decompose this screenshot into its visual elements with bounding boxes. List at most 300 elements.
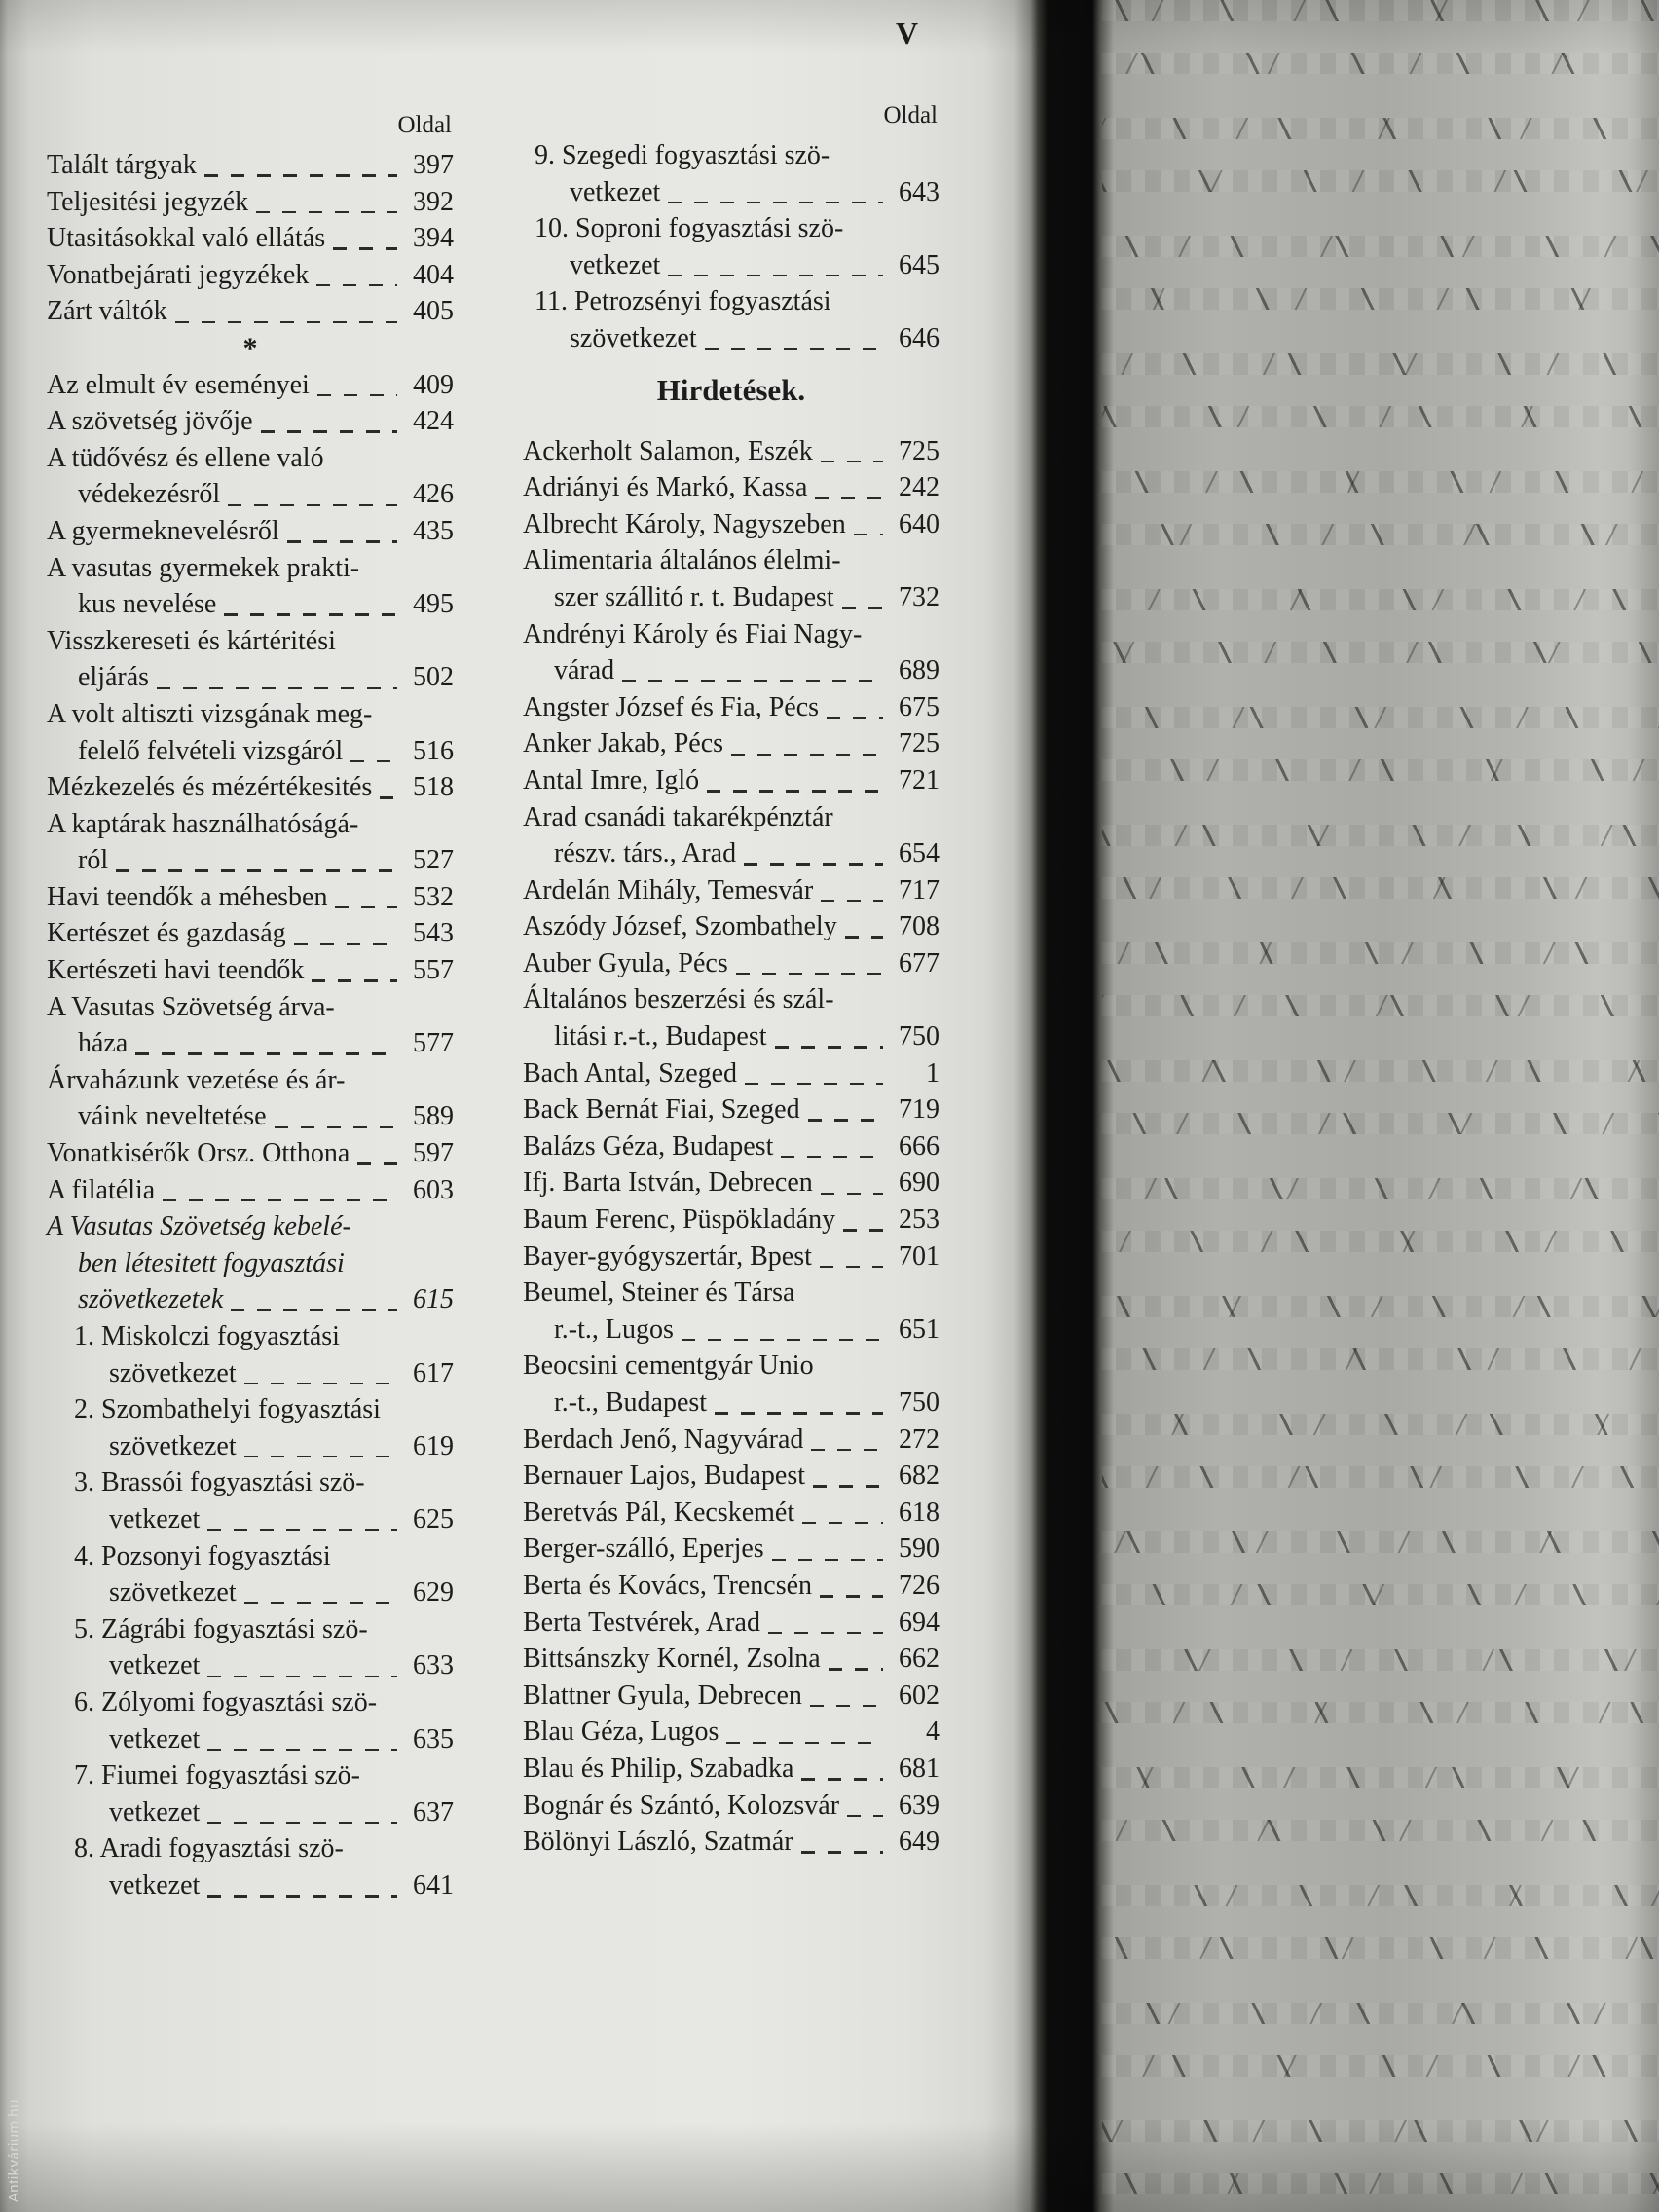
dash-leader [802, 1501, 883, 1531]
entry-text: Balázs Géza, Budapest [523, 1130, 774, 1161]
dash-leader [244, 1361, 397, 1391]
left-column-entries [47, 147, 454, 1904]
entry-page-number: 725 [899, 435, 940, 466]
entry-text: Általános beszerzési és szál- [523, 984, 834, 1015]
entry-page-number: 719 [899, 1094, 940, 1125]
entry-line [74, 1647, 454, 1684]
toc-entry [47, 806, 454, 879]
toc-entry [47, 367, 454, 404]
dash-leader [622, 659, 883, 689]
dash-leader [163, 1178, 397, 1208]
entry-page-number: 750 [899, 1387, 940, 1418]
entry-line [47, 513, 454, 550]
dash-leader [287, 520, 397, 550]
entry-line [47, 696, 454, 733]
entry-page-number: 619 [413, 1430, 454, 1461]
entry-page-number: 397 [413, 150, 454, 180]
toc-entry [523, 762, 940, 799]
entry-page-number: 666 [899, 1130, 940, 1161]
entry-line [523, 542, 940, 579]
entry-page-number: 651 [899, 1313, 940, 1345]
entry-line [523, 652, 940, 689]
toc-entry [523, 1494, 940, 1531]
entry-text: ról [78, 845, 109, 876]
section-separator-asterisk: * [242, 331, 258, 364]
entry-page-number: 649 [899, 1826, 940, 1858]
entry-line [523, 469, 940, 506]
entry-line [523, 1128, 940, 1165]
dash-leader [312, 959, 397, 989]
dash-leader [744, 842, 883, 872]
toc-entry [47, 1172, 454, 1209]
entry-text: A volt altiszti vizsgának meg- [47, 698, 373, 729]
dash-leader [775, 1025, 883, 1055]
entry-text: Angster József és Fia, Pécs [523, 691, 820, 722]
dash-leader [682, 1318, 883, 1348]
entry-text: 6. Zólyomi fogyasztási szö- [74, 1686, 378, 1717]
entry-page-number: 635 [413, 1723, 454, 1754]
entry-line [523, 1164, 940, 1201]
dash-leader [736, 952, 883, 982]
entry-line [47, 915, 454, 952]
entry-page-number: 643 [899, 176, 940, 207]
entry-page-number: 253 [899, 1204, 940, 1235]
entry-text: Back Bernát Fiai, Szeged [523, 1094, 800, 1125]
entry-line [74, 1464, 454, 1501]
column-header-oldal-right: Oldal [883, 102, 938, 129]
entry-text: Teljesitési jegyzék [47, 186, 249, 217]
toc-entry [47, 696, 454, 769]
entry-text: várad [554, 655, 615, 686]
toc-entry [523, 799, 940, 872]
entry-text: Az elmult év eseményei [47, 369, 310, 400]
dash-leader [244, 1435, 397, 1465]
entry-line [523, 1641, 940, 1677]
entry-line [523, 1530, 940, 1567]
entry-page-number: 518 [413, 772, 454, 803]
entry-line [523, 1677, 940, 1714]
toc-entry [523, 945, 940, 982]
entry-line [535, 283, 940, 320]
entry-text: Zárt váltók [47, 296, 167, 327]
dash-leader [350, 739, 397, 769]
entry-page-number: 646 [899, 322, 940, 353]
entry-line [74, 1428, 454, 1465]
entry-page-number: 615 [413, 1284, 454, 1315]
toc-right-column [523, 99, 940, 1861]
entry-text: eljárás [78, 662, 150, 693]
entry-page-number: 701 [899, 1240, 940, 1272]
entry-text: Blau és Philip, Szabadka [523, 1752, 794, 1784]
entry-page-number: 689 [899, 655, 940, 686]
dash-leader [207, 1508, 397, 1538]
entry-line [47, 623, 454, 660]
dash-leader [705, 327, 883, 357]
entry-page-number: 694 [899, 1606, 940, 1638]
entry-page-number: 532 [413, 881, 454, 912]
entry-page-number: 617 [413, 1357, 454, 1388]
entry-line [523, 799, 940, 836]
toc-entry [47, 1135, 454, 1172]
entry-text: Bognár és Szántó, Kolozsvár [523, 1789, 840, 1821]
dash-leader [668, 254, 883, 284]
entry-page-number: 394 [413, 223, 454, 254]
entry-text: Beumel, Steiner és Társa [523, 1277, 795, 1309]
entry-text: Bernauer Lajos, Budapest [523, 1460, 806, 1492]
dash-leader [316, 264, 397, 294]
toc-entry [523, 137, 940, 210]
entry-page-number: 682 [899, 1460, 940, 1492]
entry-text: 1. Miskolczi fogyasztási [74, 1321, 340, 1351]
entry-text: felelő felvételi vizsgáról [78, 735, 344, 766]
entry-text: vetkezet [570, 176, 661, 207]
entry-text: 5. Zágrábi fogyasztási szö- [74, 1613, 368, 1644]
dash-leader [157, 666, 397, 696]
entry-text: Albrecht Károly, Nagyszeben [523, 508, 846, 539]
toc-entry [523, 725, 940, 762]
toc-entry [523, 616, 940, 689]
toc-entry [523, 1567, 940, 1604]
entry-line [47, 879, 454, 916]
dash-leader [829, 1647, 883, 1677]
entry-line [74, 1684, 454, 1721]
toc-entry [523, 1421, 940, 1458]
dash-leader [820, 1244, 883, 1274]
entry-line [535, 320, 940, 357]
toc-entry [523, 1164, 940, 1201]
entry-line [523, 1751, 940, 1788]
entry-text: r.-t., Lugos [554, 1313, 674, 1345]
toc-entry [47, 1538, 454, 1611]
entry-page-number: 640 [899, 508, 940, 539]
entry-text: 8. Aradi fogyasztási szö- [74, 1833, 344, 1864]
entry-page-number: 409 [413, 369, 454, 400]
toc-entry [523, 210, 940, 283]
entry-text: szer szállitó r. t. Budapest [554, 581, 834, 612]
toc-entry [47, 1611, 454, 1684]
entry-line [47, 184, 454, 221]
entry-line [523, 616, 940, 653]
entry-page-number: 725 [899, 728, 940, 759]
entry-page-number: 717 [899, 874, 940, 905]
dash-leader [726, 1720, 883, 1751]
toc-entry [523, 1677, 940, 1714]
toc-entry [47, 915, 454, 952]
entry-page-number: 721 [899, 764, 940, 795]
toc-entry [47, 879, 454, 916]
entry-text: 2. Szombathelyi fogyasztási [74, 1394, 381, 1425]
toc-entry [523, 542, 940, 615]
entry-text: Bayer-gyógyszertár, Bpest [523, 1240, 812, 1272]
dash-leader [380, 776, 397, 806]
toc-entry [47, 440, 454, 513]
toc-entry [523, 469, 940, 506]
dash-leader [116, 849, 397, 879]
entry-line [47, 1172, 454, 1209]
entry-text: Berta és Kovács, Trencsén [523, 1569, 813, 1601]
toc-entry [47, 257, 454, 294]
entry-page-number: 516 [413, 735, 454, 766]
entry-line [523, 1347, 940, 1384]
entry-line [523, 1201, 940, 1238]
entry-line [523, 908, 940, 945]
dash-leader [820, 1574, 883, 1604]
entry-page-number: 577 [413, 1028, 454, 1059]
dash-leader [745, 1061, 883, 1091]
toc-entry [523, 506, 940, 543]
entry-text: Beocsini cementgyár Unio [523, 1350, 814, 1382]
entry-line [47, 367, 454, 404]
entry-line [47, 586, 454, 623]
entry-page-number: 690 [899, 1167, 940, 1198]
entry-text: Bach Antal, Szeged [523, 1057, 738, 1088]
entry-text: Blattner Gyula, Debrecen [523, 1679, 802, 1711]
entry-line [523, 872, 940, 909]
entry-text: Aszódy József, Szombathely [523, 911, 837, 942]
dash-leader [731, 732, 883, 762]
entry-text: ben létesitett fogyasztási [78, 1247, 345, 1278]
entry-text: 3. Brassói fogyasztási szö- [74, 1467, 365, 1498]
toc-entry [523, 1788, 940, 1825]
entry-text: vetkezet [570, 249, 661, 280]
entry-line [74, 1538, 454, 1575]
entry-line [47, 659, 454, 696]
entry-text: Kertészeti havi teendők [47, 955, 305, 986]
entry-line [74, 1574, 454, 1611]
entry-text: A Vasutas Szövetség kebelé- [47, 1211, 351, 1242]
entry-text: Havi teendők a méhesben [47, 881, 328, 912]
page-number-roman: V [896, 16, 920, 51]
entry-line [535, 174, 940, 211]
dash-leader [854, 513, 883, 543]
entry-page-number: 645 [899, 249, 940, 280]
toc-entry [47, 1830, 454, 1903]
entry-line [47, 989, 454, 1026]
entry-text: Ifj. Barta István, Debrecen [523, 1167, 813, 1198]
dash-leader [275, 1105, 397, 1135]
entry-page-number: 405 [413, 296, 454, 327]
entry-text: Bittsánszky Kornél, Zsolna [523, 1643, 821, 1675]
entry-text: vetkezet [109, 1503, 201, 1534]
entry-text: 4. Pozsonyi fogyasztási [74, 1540, 331, 1571]
toc-entry [47, 952, 454, 989]
entry-text: A gyermeknevelésről [47, 515, 279, 546]
entry-line [523, 1604, 940, 1641]
entry-page-number: 639 [899, 1789, 940, 1821]
entry-page-number: 708 [899, 911, 940, 942]
entry-text: 7. Fiumei fogyasztási szö- [74, 1760, 360, 1791]
entry-text: A filatélia [47, 1174, 156, 1205]
dash-leader [801, 1757, 883, 1788]
entry-line [523, 1421, 940, 1458]
entry-page-number: 502 [413, 662, 454, 693]
entry-page-number: 1 [926, 1057, 940, 1088]
toc-entry [47, 513, 454, 550]
entry-text: váink neveltetése [78, 1101, 267, 1132]
toc-entry [47, 1464, 454, 1537]
entry-line [47, 403, 454, 440]
entry-page-number: 602 [899, 1679, 940, 1711]
entry-text: Ardelán Mihály, Temesvár [523, 874, 814, 905]
entry-line [523, 835, 940, 872]
book-fore-edge-texture [1102, 0, 1659, 2212]
entry-line [523, 1274, 940, 1311]
entry-line [47, 147, 454, 184]
entry-line [535, 247, 940, 284]
entry-page-number: 557 [413, 955, 454, 986]
entry-line [47, 476, 454, 513]
dash-leader [294, 922, 397, 952]
entry-page-number: 662 [899, 1643, 940, 1675]
entry-line [523, 1238, 940, 1275]
entry-line [523, 1384, 940, 1421]
entry-text: 9. Szegedi fogyasztási szö- [535, 140, 830, 170]
toc-entry [47, 184, 454, 221]
entry-line [47, 1135, 454, 1172]
toc-entry [47, 769, 454, 806]
entry-text: Alimentaria általános élelmi- [523, 545, 841, 576]
entry-text: A szövetség jövője [47, 406, 253, 437]
entry-text: Kertészet és gazdaság [47, 918, 286, 949]
entry-text: Árvaházunk vezetése és ár- [47, 1064, 346, 1095]
toc-entry [523, 1824, 940, 1861]
entry-line [523, 689, 940, 726]
entry-text: Vonatkisérők Orsz. Otthona [47, 1138, 350, 1169]
entry-page-number: 589 [413, 1101, 454, 1132]
entry-text: Baum Ferenc, Püspökladány [523, 1204, 836, 1235]
entry-page-number: 675 [899, 691, 940, 722]
entry-page-number: 603 [413, 1174, 454, 1205]
entry-line [47, 806, 454, 843]
toc-entry [523, 1091, 940, 1128]
entry-page-number: 629 [413, 1577, 454, 1608]
entry-line [47, 1208, 454, 1245]
entry-line [47, 1025, 454, 1062]
entry-text: Talált tárgyak [47, 150, 197, 180]
dash-leader [135, 1032, 397, 1062]
entry-text: Beretvás Pál, Kecskemét [523, 1496, 795, 1528]
entry-page-number: 404 [413, 259, 454, 290]
entry-text: Blau Géza, Lugos [523, 1716, 719, 1748]
entry-text: Utasitásokkal való ellátás [47, 223, 326, 254]
entry-line [47, 1062, 454, 1099]
entry-page-number: 618 [899, 1496, 940, 1528]
entry-text: Visszkereseti és kártéritési [47, 625, 336, 656]
entry-line [523, 1567, 940, 1604]
entry-page-number: 4 [926, 1716, 940, 1748]
entry-line [47, 293, 454, 330]
entry-page-number: 677 [899, 947, 940, 978]
dash-leader [843, 1208, 883, 1238]
entry-text: Ackerholt Salamon, Eszék [523, 435, 813, 466]
dash-leader [810, 1684, 883, 1714]
entry-page-number: 495 [413, 589, 454, 620]
entry-line [47, 769, 454, 806]
dash-leader [207, 1874, 397, 1904]
entry-text: Anker Jakab, Pécs [523, 728, 724, 759]
toc-entry [523, 1604, 940, 1641]
entry-page-number: 426 [413, 479, 454, 510]
entry-text: vetkezet [109, 1869, 201, 1900]
entry-text: litási r.-t., Budapest [554, 1021, 767, 1052]
entry-line [47, 733, 454, 770]
dash-leader [715, 1391, 883, 1421]
dash-leader [821, 1171, 883, 1201]
dash-leader [781, 1135, 883, 1165]
toc-entry [523, 1347, 940, 1420]
entry-text: háza [78, 1028, 129, 1059]
entry-line [523, 981, 940, 1018]
entry-line [523, 1494, 940, 1531]
dash-leader [707, 769, 883, 799]
dash-leader [668, 180, 883, 210]
entry-line [523, 579, 940, 616]
toc-entry [523, 433, 940, 470]
entry-line [74, 1611, 454, 1648]
dash-leader [261, 410, 397, 440]
entry-page-number: 654 [899, 838, 940, 869]
dash-leader [811, 1427, 883, 1457]
dash-leader [224, 593, 397, 623]
entry-text: Berger-szálló, Eperjes [523, 1533, 764, 1565]
entry-text: Berdach Jenő, Nagyvárad [523, 1423, 804, 1455]
entry-text: vetkezet [109, 1723, 201, 1754]
dash-leader [244, 1581, 397, 1611]
entry-text: szövetkezet [109, 1577, 237, 1608]
toc-entry [523, 1274, 940, 1347]
entry-text: vetkezet [109, 1650, 201, 1681]
entry-text: Bölönyi László, Szatmár [523, 1826, 793, 1858]
dash-leader [821, 439, 883, 469]
entry-page-number: 750 [899, 1021, 940, 1052]
entry-text: szövetkezet [109, 1430, 237, 1461]
dash-leader [204, 154, 397, 184]
dash-leader [231, 1288, 397, 1318]
dash-leader [207, 1727, 397, 1757]
entry-page-number: 272 [899, 1423, 940, 1455]
dash-leader [821, 878, 883, 908]
entry-line [535, 210, 940, 247]
entry-line [47, 1281, 454, 1318]
entry-page-number: 641 [413, 1869, 454, 1900]
entry-text: Mézkezelés és mézértékesités [47, 772, 373, 803]
toc-entry [47, 989, 454, 1062]
entry-page-number: 633 [413, 1650, 454, 1681]
dash-leader [813, 1464, 883, 1494]
toc-entry [47, 1208, 454, 1318]
watermark-antikvarium: Antikvárium.hu [6, 2098, 22, 2202]
toc-entry [523, 1457, 940, 1494]
dash-leader [808, 1098, 883, 1128]
toc-entry [523, 689, 940, 726]
entry-line [523, 1018, 940, 1055]
toc-entry [523, 1751, 940, 1788]
dash-leader [772, 1537, 883, 1567]
section-heading: Hirdetések. [656, 372, 806, 407]
toc-entry [523, 981, 940, 1054]
toc-entry [47, 1757, 454, 1830]
entry-line [535, 137, 940, 174]
dash-leader [845, 915, 883, 945]
toc-entry [47, 1684, 454, 1757]
entry-text: r.-t., Budapest [554, 1387, 708, 1418]
entry-line [47, 220, 454, 257]
entry-text: Arad csanádi takarékpénztár [523, 801, 833, 832]
entry-line [523, 433, 940, 470]
toc-entry [47, 147, 454, 184]
toc-entry [523, 1128, 940, 1165]
entry-page-number: 681 [899, 1752, 940, 1784]
